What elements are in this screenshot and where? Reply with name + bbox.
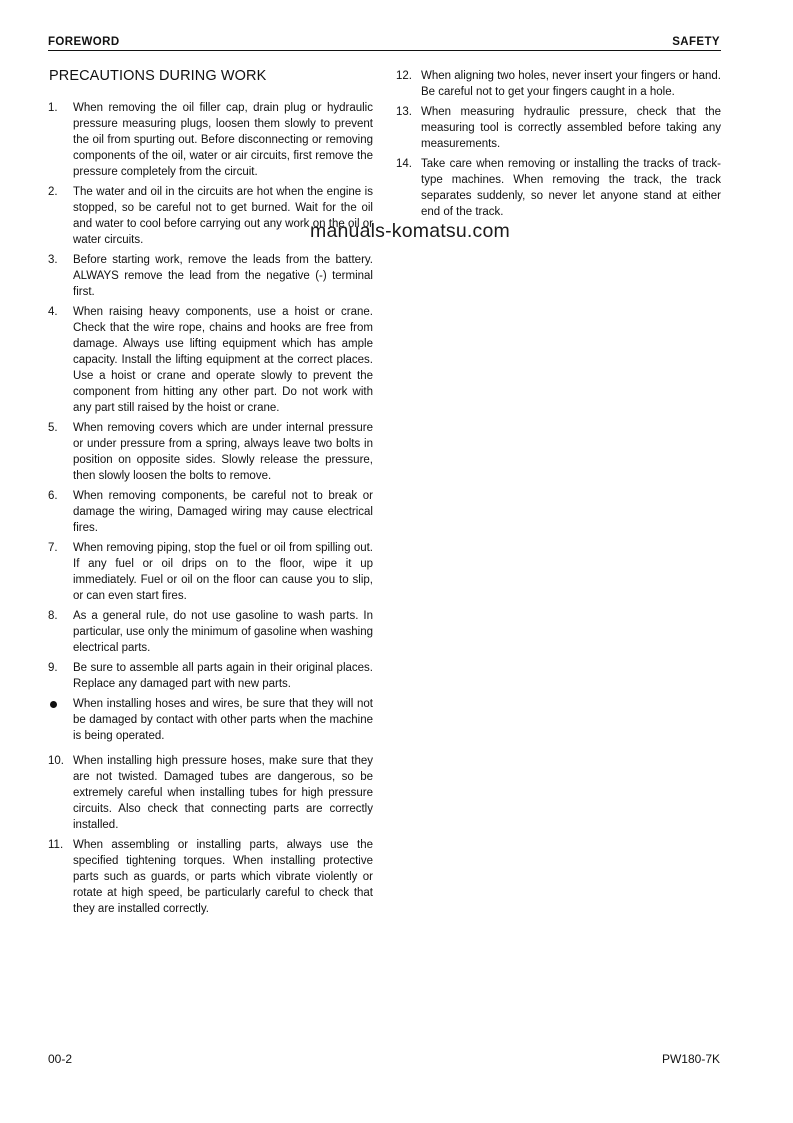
model-number: PW180-7K xyxy=(661,1052,720,1066)
item-number: 10. xyxy=(48,755,64,767)
item-number: 14. xyxy=(396,158,412,170)
item-number: 9. xyxy=(48,662,58,674)
page-title: PRECAUTIONS DURING WORK xyxy=(49,68,267,84)
item-text: When removing the oil filler cap, drain plug or hydraulic pressure measuring plugs, loosen them slowly to prevent the oil from spurting out. Before disconnecting or removing components of the oil, water or air circuits, first remove the pressure completely from the circuit. xyxy=(73,102,373,178)
list-item-11 xyxy=(48,837,373,917)
watermark-text: manuals-komatsu.com xyxy=(310,220,510,242)
list-item-6 xyxy=(48,488,373,536)
item-text: When removing piping, stop the fuel or oil from spilling out. If any fuel or oil drips on to the floor, wipe it up immediately. Fuel or oil on the floor can cause you to slip, or can even start fires. xyxy=(73,542,373,602)
bullet-marker xyxy=(48,696,73,744)
list-item-13 xyxy=(396,104,721,152)
list-item-5 xyxy=(48,420,373,484)
item-text: The water and oil in the circuits are hot when the engine is stopped, so be careful not to get burned. Wait for the oil and water to cool before carrying out any work on the oil or water circuits. xyxy=(73,186,373,246)
item-number: 13. xyxy=(396,106,412,118)
list-item-7 xyxy=(48,540,373,604)
page-number: 00-2 xyxy=(48,1052,73,1066)
header-section-foreword: FOREWORD xyxy=(48,36,120,48)
item-number: 1. xyxy=(48,102,58,114)
list-item-3 xyxy=(48,252,373,300)
item-text: Be sure to assemble all parts again in their original places. Replace any damaged part with new parts. xyxy=(73,662,373,690)
item-number: 12. xyxy=(396,70,412,82)
item-number: 11. xyxy=(48,839,64,851)
item-number: 6. xyxy=(48,490,58,502)
item-text: When removing components, be careful not to break or damage the wiring, Damaged wiring may cause electrical fires. xyxy=(73,490,373,534)
item-number: 7. xyxy=(48,542,58,554)
list-item-9 xyxy=(48,660,373,692)
item-text: When measuring hydraulic pressure, check that the measuring tool is correctly assembled before taking any measurements. xyxy=(421,106,721,150)
item-text: Before starting work, remove the leads from the battery. ALWAYS remove the lead from the negative (-) terminal first. xyxy=(73,254,373,298)
item-text: When raising heavy components, use a hoist or crane. Check that the wire rope, chains and hooks are free from damage. Always use lifting equipment which has ample capacity. Install the lifting equipment at the correct places. Use a hoist or crane and operate slowly to prevent the component from hitting any other part. Do not work with any part still raised by the hoist or crane. xyxy=(73,306,373,414)
list-item-1 xyxy=(48,100,373,180)
list-item-4 xyxy=(48,304,373,416)
item-text: When removing covers which are under internal pressure or under pressure from a spring, always leave two bolts in position on opposite sides. Slowly release the pressure, then slowly loosen the bolts to remove. xyxy=(73,422,373,482)
item-number: 8. xyxy=(48,610,58,622)
header-section-safety: SAFETY xyxy=(672,36,720,48)
item-text: When aligning two holes, never insert your fingers or hand. Be careful not to get your fingers caught in a hole. xyxy=(421,70,721,98)
list-item-10 xyxy=(48,753,373,833)
item-text: Take care when removing or installing the tracks of track-type machines. When removing the track, the track separates suddenly, so never let anyone stand at either end of the track. xyxy=(421,158,721,218)
item-text: When assembling or installing parts, always use the specified tightening torques. When installing protective parts such as guards, or parts which vibrate violently or rotate at high speed, be particularly careful to check that they are installed correctly. xyxy=(73,839,373,915)
right-column xyxy=(396,68,721,224)
item-number: 5. xyxy=(48,422,58,434)
list-item-bullet xyxy=(48,696,373,744)
list-item-14 xyxy=(396,156,721,220)
item-text: When installing hoses and wires, be sure that they will not be damaged by contact with other parts when the machine is being operated. xyxy=(73,698,373,742)
header-rule xyxy=(48,50,721,51)
item-text: As a general rule, do not use gasoline to wash parts. In particular, use only the minimum of gasoline when washing electrical parts. xyxy=(73,610,373,654)
item-number: 2. xyxy=(48,186,58,198)
list-item-12 xyxy=(396,68,721,100)
item-number: 3. xyxy=(48,254,58,266)
item-number: 4. xyxy=(48,306,58,318)
item-text: When installing high pressure hoses, make sure that they are not twisted. Damaged tubes are dangerous, so be extremely careful when installing tubes for high pressure circuits. Also check that connecting parts are correctly installed. xyxy=(73,755,373,831)
bullet-dot-icon xyxy=(50,701,57,708)
list-item-8 xyxy=(48,608,373,656)
